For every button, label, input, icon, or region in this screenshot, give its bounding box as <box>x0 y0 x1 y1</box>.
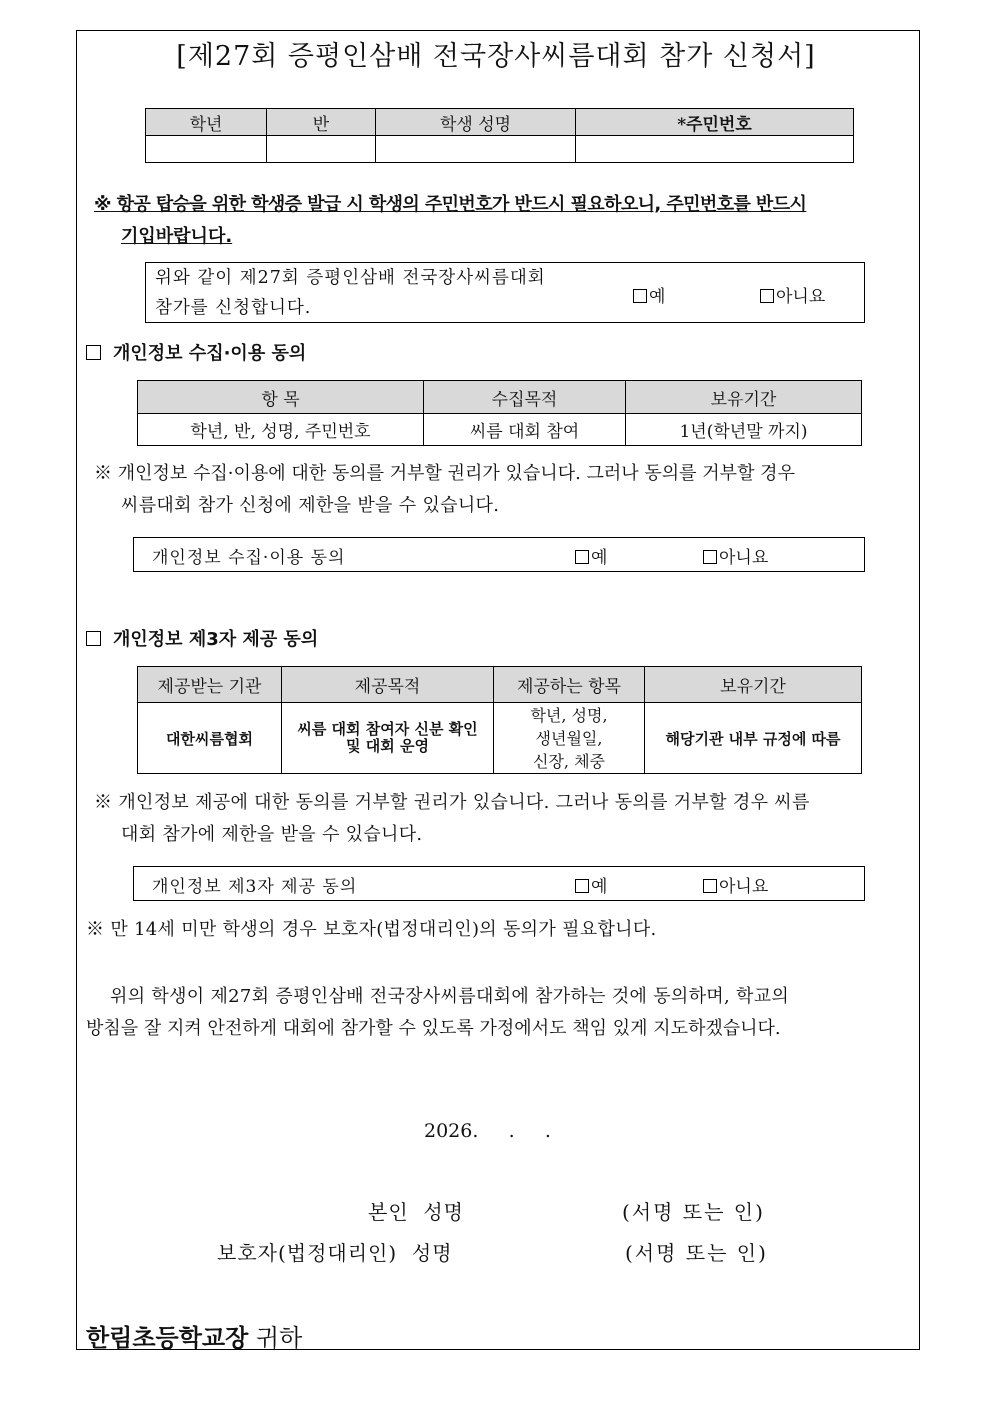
collection-section-title <box>86 339 306 365</box>
no-label: 아니요 <box>776 287 826 307</box>
yes-label: 예 <box>591 877 608 897</box>
third-party-header-items: 제공하는 항목 <box>494 667 645 703</box>
third-party-note <box>94 787 916 851</box>
no-label: 아니요 <box>719 877 769 897</box>
purpose-line-1: 씨름 대회 참여자 신분 확인 <box>297 720 478 738</box>
third-party-cell-org: 대한씨름협회 <box>138 703 282 774</box>
collection-header-retention: 보유기간 <box>626 381 862 414</box>
collection-title-text: 개인정보 수집·이용 동의 <box>113 343 307 364</box>
items-line-2: 생년월일, <box>535 728 603 748</box>
resident-number-header: *주민번호 <box>576 109 854 136</box>
no-label: 아니요 <box>719 548 769 568</box>
self-signature-field[interactable]: (서명 또는 인) <box>622 1200 765 1224</box>
participation-yes-option[interactable] <box>633 282 665 307</box>
warning-line-2: 기입바랍니다. <box>121 226 233 247</box>
resident-number-field[interactable] <box>576 136 854 163</box>
collection-header-purpose: 수집목적 <box>424 381 626 414</box>
checkbox-icon[interactable] <box>703 550 717 564</box>
third-party-note-line-1: ※ 개인정보 제공에 대한 동의를 거부할 권리가 있습니다. 그러나 동의를 거부할 경우 씨름 <box>94 792 810 813</box>
collection-consent-label: 개인정보 수집·이용 동의 <box>152 548 346 568</box>
under-14-note: ※ 만 14세 미만 학생의 경우 보호자(법정대리인)의 동의가 필요합니다. <box>86 919 657 940</box>
square-bullet-icon <box>86 631 101 646</box>
grade-field[interactable] <box>146 136 267 163</box>
school-principal: 한림초등학교장 <box>86 1323 249 1352</box>
checkbox-icon[interactable] <box>703 879 717 893</box>
collection-table <box>137 380 862 446</box>
third-party-consent-label: 개인정보 제3자 제공 동의 <box>152 877 358 897</box>
addressee-suffix: 귀하 <box>248 1324 303 1352</box>
checkbox-icon[interactable] <box>575 879 589 893</box>
checkbox-icon[interactable] <box>633 289 647 303</box>
self-name-label: 본인 성명 <box>368 1200 464 1224</box>
yes-label: 예 <box>649 287 666 307</box>
items-line-3: 신장, 체중 <box>533 751 605 771</box>
third-party-section-title <box>86 625 318 651</box>
purpose-line-2: 및 대회 운영 <box>346 737 429 755</box>
third-party-cell-items <box>494 703 645 774</box>
collection-consent-box <box>133 537 865 572</box>
collection-note-line-2: 씨름대회 참가 신청에 제한을 받을 수 있습니다. <box>121 495 500 516</box>
guardian-signature-field[interactable]: (서명 또는 인) <box>625 1241 768 1265</box>
class-header: 반 <box>267 109 376 136</box>
checkbox-icon[interactable] <box>760 289 774 303</box>
collection-cell-item: 학년, 반, 성명, 주민번호 <box>138 414 424 446</box>
guardian-pledge <box>86 981 916 1045</box>
participation-box <box>145 262 865 323</box>
third-party-table <box>137 666 862 774</box>
guardian-name-label: 보호자(법정대리인) 성명 <box>217 1241 453 1265</box>
collection-no-option[interactable] <box>703 543 768 568</box>
class-field[interactable] <box>267 136 376 163</box>
participation-line-2: 참가를 신청합니다. <box>155 298 312 318</box>
third-party-header-purpose: 제공목적 <box>282 667 494 703</box>
student-name-field[interactable] <box>376 136 576 163</box>
collection-yes-option[interactable] <box>575 543 607 568</box>
application-date: 2026. . . <box>424 1120 551 1142</box>
pledge-line-2: 방침을 잘 지켜 안전하게 대회에 참가할 수 있도록 가정에서도 책임 있게 지도하겠습니다. <box>86 1018 781 1039</box>
warning-line-1: 항공 탑승을 위한 학생증 발급 시 학생의 주민번호가 반드시 필요하오니, 주민번호를 반드시 <box>116 194 807 215</box>
third-party-title-text: 개인정보 제3자 제공 동의 <box>113 629 319 650</box>
student-name-header: 학생 성명 <box>376 109 576 136</box>
third-party-cell-purpose <box>282 703 494 774</box>
third-party-note-line-2: 대회 참가에 제한을 받을 수 있습니다. <box>121 824 423 845</box>
yes-label: 예 <box>591 548 608 568</box>
checkbox-icon[interactable] <box>575 550 589 564</box>
participation-line-1: 위와 같이 제27회 증평인삼배 전국장사씨름대회 <box>155 268 546 288</box>
third-party-header-org: 제공받는 기관 <box>138 667 282 703</box>
items-line-1: 학년, 성명, <box>530 705 608 725</box>
collection-cell-purpose: 씨름 대회 참여 <box>424 414 626 446</box>
warning-mark: ※ <box>94 194 111 215</box>
collection-note-line-1: ※ 개인정보 수집·이용에 대한 동의를 거부할 권리가 있습니다. 그러나 동의를 거부할 경우 <box>94 463 795 484</box>
pledge-line-1: 위의 학생이 제27회 증평인삼배 전국장사씨름대회에 참가하는 것에 동의하며, 학교의 <box>110 986 790 1007</box>
third-party-cell-retention: 해당기관 내부 규정에 따름 <box>645 703 862 774</box>
third-party-header-retention: 보유기간 <box>645 667 862 703</box>
third-party-yes-option[interactable] <box>575 872 607 897</box>
participation-no-option[interactable] <box>760 282 825 307</box>
collection-note <box>94 458 916 522</box>
third-party-consent-box <box>133 866 865 901</box>
collection-cell-retention: 1년(학년말 까지) <box>626 414 862 446</box>
third-party-no-option[interactable] <box>703 872 768 897</box>
resident-number-warning <box>94 189 916 253</box>
square-bullet-icon <box>86 345 101 360</box>
addressee <box>86 1318 302 1353</box>
student-info-table <box>145 108 854 163</box>
grade-header: 학년 <box>146 109 267 136</box>
collection-header-item: 항 목 <box>138 381 424 414</box>
form-title: [제27회 증평인삼배 전국장사씨름대회 참가 신청서] <box>176 41 816 72</box>
